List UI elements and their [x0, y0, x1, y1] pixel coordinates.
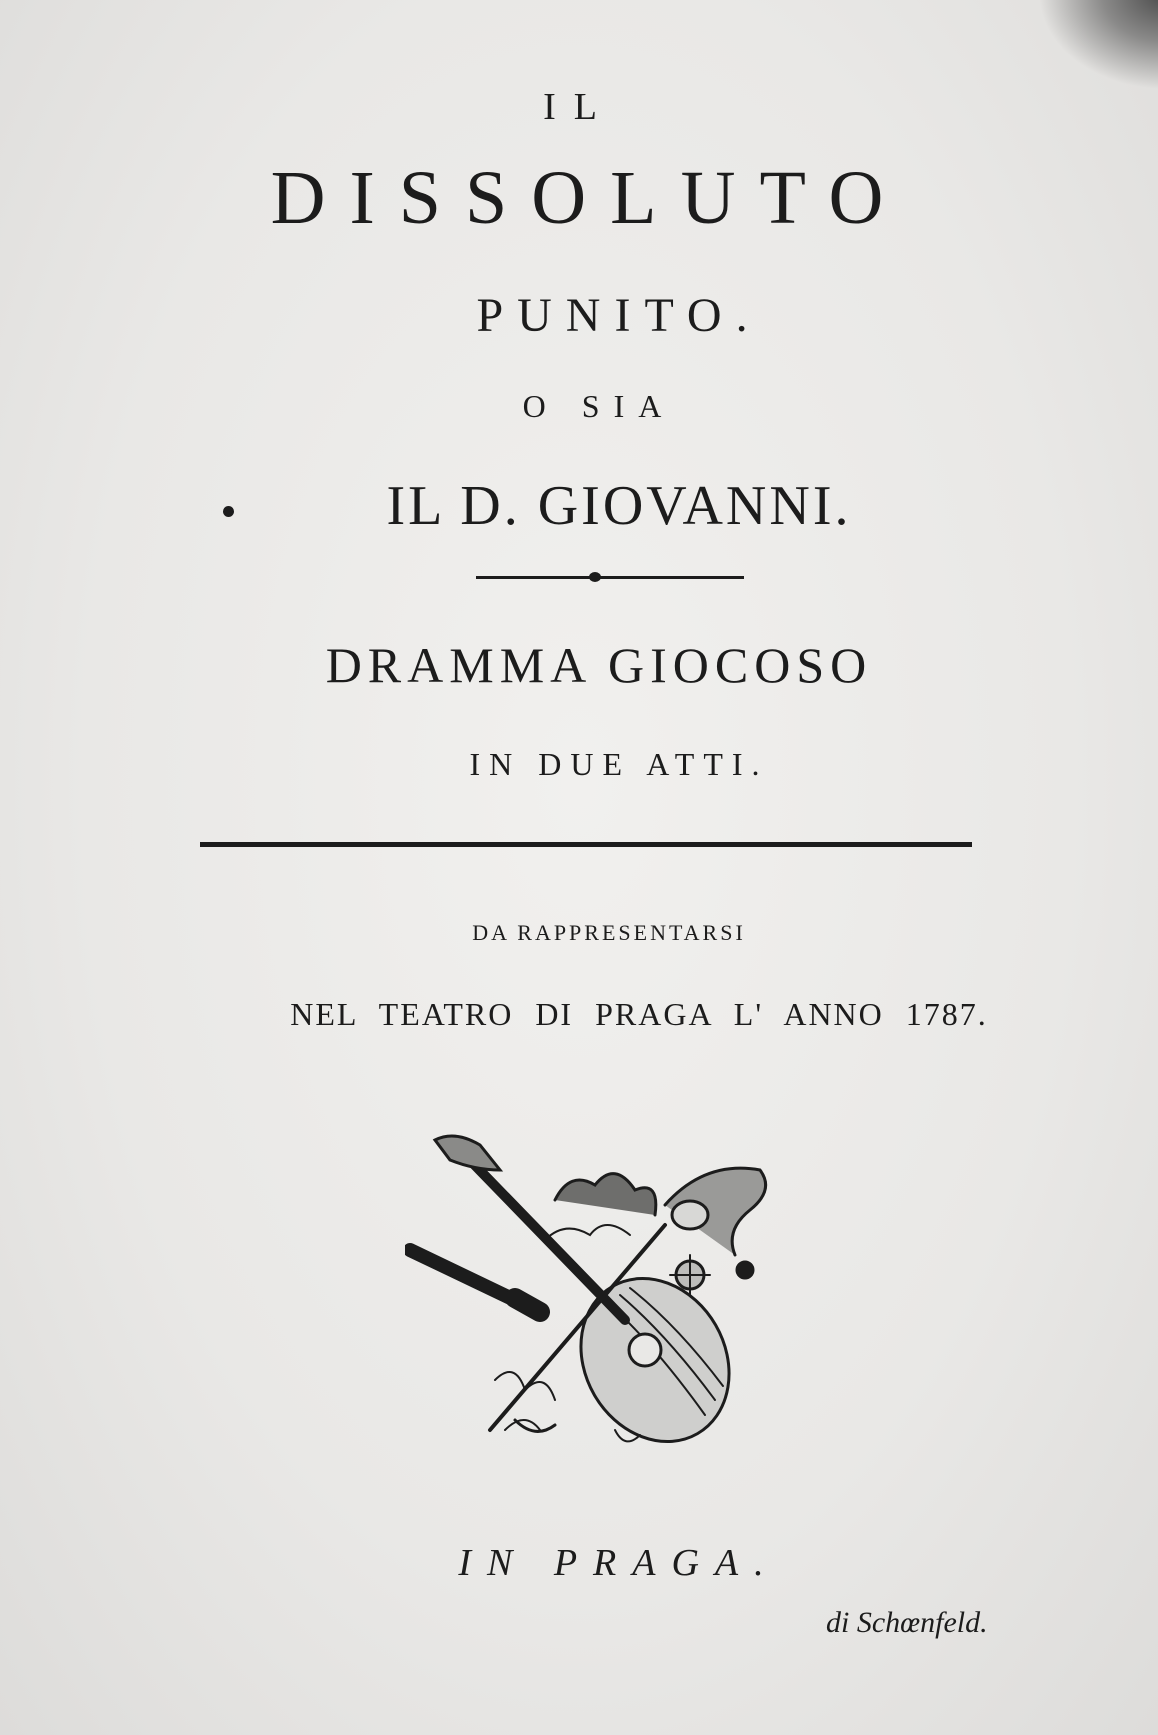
short-rule: [476, 576, 744, 579]
long-rule: [200, 842, 972, 847]
title-main: DISSOLUTO: [270, 156, 908, 240]
imprint-printer: di Schœnfeld.: [826, 1606, 988, 1639]
title-punito: PUNITO.: [476, 289, 762, 342]
short-rule-ornament: [589, 572, 601, 582]
imprint-place: IN PRAGA.: [458, 1542, 780, 1584]
performance-line: DA RAPPRESENTARSI: [472, 920, 746, 945]
musical-instruments-vignette-icon: [405, 1130, 805, 1460]
corner-shadow: [1038, 0, 1158, 90]
genre-title: DRAMMA GIOCOSO: [325, 637, 873, 693]
title-article: IL: [543, 86, 615, 128]
acts-line: IN DUE ATTI.: [469, 746, 769, 782]
title-osia: O SIA: [522, 388, 676, 424]
theatre-year-line: NEL TEATRO DI PRAGA L' ANNO 1787.: [290, 996, 988, 1032]
title-giovanni: IL D. GIOVANNI.: [386, 475, 852, 537]
